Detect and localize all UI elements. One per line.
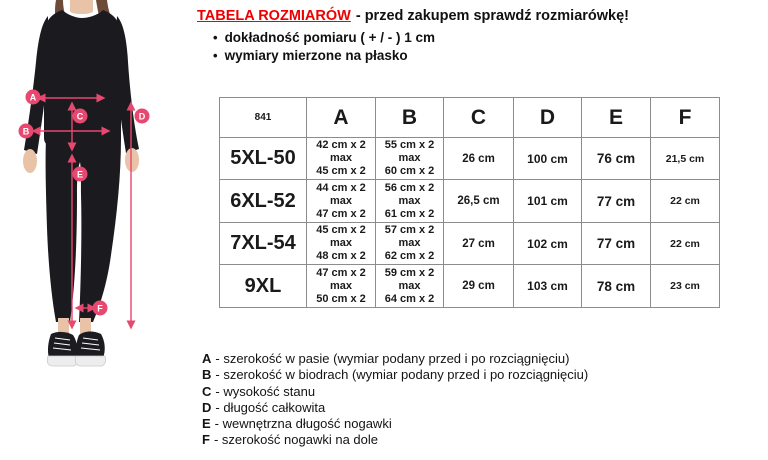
value-line: 61 cm x 2 [384,207,435,220]
value-line: 48 cm x 2 [316,250,366,262]
value-d: 100 cm [514,138,582,180]
legend-text: - długość całkowita [215,399,326,415]
model-sneakers [47,331,105,366]
value-line: 64 cm x 2 [384,292,435,305]
marker-badge-e [73,167,88,182]
bullet-icon: • [213,48,218,63]
marker-letter-f: F [97,303,103,314]
column-header-d: D [514,98,582,138]
value-f: 23 cm [651,265,720,308]
header-bullets [197,29,762,65]
legend-text: - wysokość stanu [215,383,316,399]
measurement-legend [202,351,682,449]
value-line: 45 cm x 2 [316,224,366,236]
value-line: 62 cm x 2 [384,250,435,262]
value-d: 103 cm [514,265,582,308]
column-header-c: C [444,98,514,138]
page-title [197,7,762,25]
model-sweater [44,10,121,146]
value-f: 22 cm [651,223,720,265]
legend-item-d [202,400,682,416]
value-b [376,223,444,265]
table-row [220,223,720,265]
value-d: 102 cm [514,223,582,265]
value-line: 59 cm x 2 [384,266,435,279]
legend-item-e [202,416,682,432]
model-figure-graphic [0,0,190,370]
value-line: 55 cm x 2 [384,139,435,151]
legend-text: - szerokość w pasie (wymiar podany przed i po rozciągnięciu) [215,351,570,366]
value-c: 26,5 cm [444,180,514,223]
value-line: 50 cm x 2 [316,292,366,305]
column-header-b: B [376,98,444,138]
marker-letter-a: A [29,92,37,103]
value-line: max [329,237,353,249]
value-line: max [329,152,353,164]
legend-letter: A [202,351,212,366]
value-line: 45 cm x 2 [316,165,366,177]
bullet-text: wymiary mierzone na płasko [224,48,408,63]
table-row [220,138,720,180]
value-a [307,180,376,223]
value-a [307,265,376,308]
legend-item-f [202,432,682,448]
legend-letter: C [202,383,212,399]
marker-letter-e: E [76,169,84,180]
column-header-e: E [582,98,651,138]
value-line: max [398,152,421,164]
value-e: 76 cm [582,138,651,180]
marker-badge-b [19,124,34,139]
value-f: 21,5 cm [651,138,720,180]
value-b [376,138,444,180]
bullet-item [213,29,762,47]
value-a [307,138,376,180]
size-table [219,97,720,308]
legend-text: - wewnętrzna długość nogawki [214,416,392,432]
legend-text: - szerokość w biodrach (wymiar podany przed i po rozciągnięciu) [215,367,589,383]
value-line: max [398,279,421,292]
size-label: 7XL-54 [220,223,307,265]
value-c: 27 cm [444,223,514,265]
value-line: max [398,237,421,249]
bullet-text: dokładność pomiaru ( + / - ) 1 cm [224,30,435,45]
value-c: 26 cm [444,138,514,180]
value-b [376,265,444,308]
page-title-highlight: TABELA ROZMIARÓW [197,8,351,24]
value-c: 29 cm [444,265,514,308]
legend-letter: B [202,367,212,383]
page-title-rest: - przed zakupem sprawdź rozmiarówkę! [355,8,629,24]
size-label: 9XL [220,265,307,308]
size-table-wrap [219,97,720,308]
model-right-hand [125,148,139,172]
value-line: 56 cm x 2 [384,181,435,194]
size-label: 6XL-52 [220,180,307,223]
size-label: 5XL-50 [220,138,307,180]
value-line: 57 cm x 2 [384,224,435,236]
model-left-hand [23,149,37,173]
value-e: 77 cm [582,180,651,223]
value-e: 77 cm [582,223,651,265]
value-e: 78 cm [582,265,651,308]
model-leggings [46,138,121,322]
marker-badge-d [135,109,150,124]
value-f: 22 cm [651,180,720,223]
value-line: 44 cm x 2 [316,181,366,194]
bullet-item [213,47,762,65]
value-line: 47 cm x 2 [316,266,366,279]
value-a [307,223,376,265]
legend-letter: F [202,432,210,448]
value-line: 47 cm x 2 [316,207,366,220]
model-neck [70,0,93,14]
value-line: max [398,194,421,207]
value-line: max [329,279,353,292]
column-header-a: A [307,98,376,138]
legend-item-c [202,384,682,400]
legend-letter: E [202,416,211,432]
legend-item-a [202,351,682,367]
model-photo [0,0,190,370]
marker-badge-f [93,301,108,316]
table-row [220,265,720,308]
marker-letter-d: D [138,111,146,122]
legend-text: - szerokość nogawki na dole [213,432,378,448]
marker-badge-c [73,109,88,124]
value-d: 101 cm [514,180,582,223]
value-line: 60 cm x 2 [384,165,435,177]
model-number-cell: 841 [220,98,307,138]
legend-letter: D [202,399,212,415]
table-header-row [220,98,720,138]
column-header-f: F [651,98,720,138]
marker-badge-a [26,90,41,105]
marker-letter-c: C [76,111,84,122]
marker-letter-b: B [22,126,30,137]
table-row [220,180,720,223]
value-line: 42 cm x 2 [316,139,366,151]
legend-item-b [202,367,682,383]
bullet-icon: • [213,30,218,45]
header-block [197,7,762,65]
value-b [376,180,444,223]
value-line: max [329,194,353,207]
